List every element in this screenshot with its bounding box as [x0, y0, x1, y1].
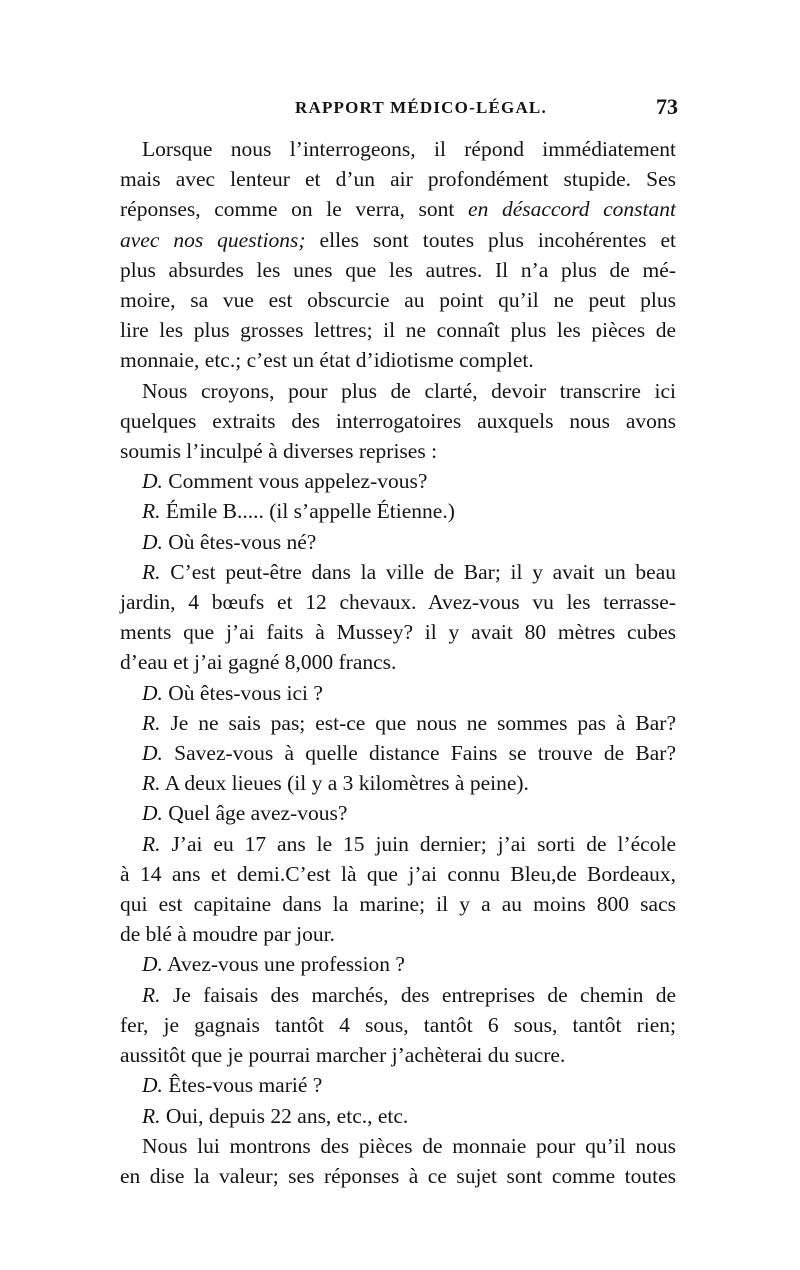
page-body-text [120, 134, 676, 1191]
speaker-label: R. [142, 982, 161, 1007]
text-line [120, 829, 676, 859]
text-line [120, 255, 676, 285]
line-text: monnaie, etc.; c’est un état d’idiotisme complet. [120, 348, 534, 373]
line-text: Émile B..... (il s’appelle Étienne.) [165, 499, 455, 524]
text-line [120, 164, 676, 194]
speaker-label: R. [142, 831, 161, 856]
text-line [120, 1010, 676, 1040]
line-text: Comment vous appelez-vous? [168, 469, 428, 494]
text-line [120, 1131, 676, 1161]
text-line [120, 527, 676, 557]
page-header [120, 96, 680, 132]
line-text: lire les plus grosses lettres; il ne connaît plus les pièces de [120, 318, 676, 343]
text-line [120, 1161, 676, 1191]
text-line [120, 496, 676, 526]
line-text: Où êtes-vous ici ? [168, 680, 323, 705]
line-text: Où êtes-vous né? [168, 529, 317, 554]
line-text: Lorsque nous l’interrogeons, il répond immédiatement [142, 137, 676, 161]
line-text: Oui, depuis 22 ans, etc., etc. [165, 1103, 409, 1128]
line-text: mais avec lenteur et d’un air profondément stupide. Ses [120, 167, 676, 192]
text-line [120, 678, 676, 708]
text-line [120, 1101, 676, 1131]
text-line [120, 738, 676, 768]
line-text: réponses, comme on le verra, sont [120, 197, 455, 222]
line-text: C’est peut-être dans la ville de Bar; il y avait un beau [170, 559, 677, 584]
line-text: de blé à moudre par jour. [120, 922, 335, 947]
text-line [120, 194, 676, 224]
line-text: J’ai eu 17 ans le 15 juin dernier; j’ai sorti de l’école [171, 831, 676, 856]
line-text: quelques extraits des interrogatoires auxquels nous avons [120, 408, 676, 433]
line-text: Je faisais des marchés, des entreprises de chemin de [172, 982, 677, 1007]
line-text: Je ne sais pas; est-ce que nous ne sommes pas à Bar? [170, 710, 676, 735]
line-text: elles sont toutes plus incohérentes et [319, 227, 676, 252]
text-line [120, 1070, 676, 1100]
text-line [120, 587, 676, 617]
running-title: RAPPORT MÉDICO-LÉGAL. [295, 98, 547, 117]
line-text: Êtes-vous marié ? [168, 1073, 323, 1098]
line-text: Quel âge avez-vous? [168, 801, 348, 826]
text-line [120, 557, 676, 587]
line-text: fer, je gagnais tantôt 4 sous, tantôt 6 sous, tantôt rien; [120, 1012, 676, 1037]
text-line [120, 345, 676, 375]
speaker-label: D. [142, 952, 163, 977]
line-text: en dise la valeur; ses réponses à ce sujet sont comme toutes [120, 1163, 676, 1188]
line-text: à 14 ans et demi.C’est là que j’ai connu Bleu,de Bordeaux, [120, 861, 676, 886]
line-text: Avez-vous une profession ? [167, 952, 405, 977]
speaker-label: R. [142, 499, 161, 524]
text-line [120, 919, 676, 949]
speaker-label: D. [142, 801, 163, 826]
text-line [120, 798, 676, 828]
speaker-label: R. [142, 771, 161, 796]
text-line [120, 466, 676, 496]
line-text: soumis l’inculpé à diverses reprises : [120, 439, 438, 464]
text-line [120, 376, 676, 406]
line-text: qui est capitaine dans la marine; il y a au moins 800 sacs [120, 892, 676, 917]
line-text: jardin, 4 bœufs et 12 chevaux. Avez-vous vu les terrasse- [120, 590, 676, 615]
text-line [120, 315, 676, 345]
text-line [120, 617, 676, 647]
text-line [120, 949, 676, 979]
line-text: Nous croyons, pour plus de clarté, devoir transcrire ici [142, 378, 676, 403]
line-text: aussitôt que je pourrai marcher j’achèterai du sucre. [120, 1043, 566, 1068]
line-text: A deux lieues (il y a 3 kilomètres à peine). [164, 771, 529, 796]
speaker-label: D. [142, 469, 163, 494]
text-line [120, 436, 676, 466]
text-line [120, 889, 676, 919]
text-line [120, 647, 676, 677]
text-line [120, 859, 676, 889]
text-line [120, 225, 676, 255]
text-line [120, 768, 676, 798]
page-number: 73 [656, 94, 678, 119]
speaker-label: D. [142, 1073, 163, 1098]
text-line [120, 980, 676, 1010]
text-line [120, 1040, 676, 1070]
text-line [120, 134, 676, 164]
italic-phrase: avec nos questions; [120, 227, 306, 252]
text-line [120, 708, 676, 738]
speaker-label: D. [142, 741, 163, 766]
line-text: ments que j’ai faits à Mussey? il y avait 80 mètres cubes [120, 620, 676, 645]
speaker-label: R. [142, 710, 161, 735]
line-text: d’eau et j’ai gagné 8,000 francs. [120, 650, 397, 675]
line-text: moire, sa vue est obscurcie au point qu’il ne peut plus [120, 288, 676, 313]
text-line [120, 285, 676, 315]
line-text: Savez-vous à quelle distance Fains se trouve de Bar? [174, 741, 677, 766]
speaker-label: R. [142, 559, 161, 584]
speaker-label: D. [142, 680, 163, 705]
speaker-label: D. [142, 529, 163, 554]
line-text: Nous lui montrons des pièces de monnaie pour qu’il nous [142, 1133, 676, 1158]
speaker-label: R. [142, 1103, 161, 1128]
line-text: plus absurdes les unes que les autres. Il n’a plus de mé- [120, 257, 676, 282]
text-line [120, 406, 676, 436]
italic-phrase: en désaccord constant [468, 197, 676, 222]
